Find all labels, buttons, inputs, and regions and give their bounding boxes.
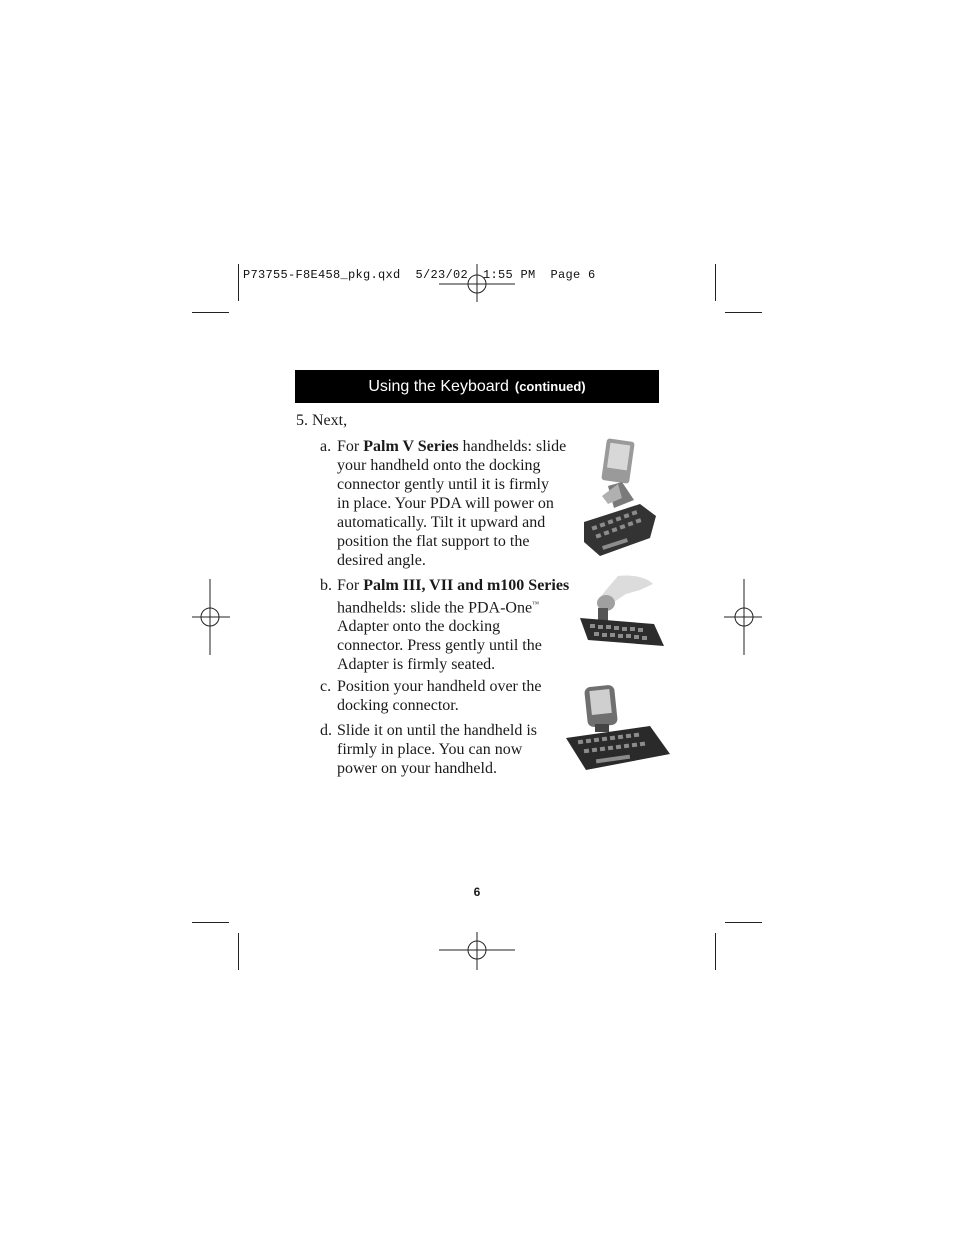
item-text-segment: desired angle. xyxy=(337,552,426,569)
item-text-segment: Adapter onto the docking xyxy=(337,618,501,636)
item-line xyxy=(337,759,537,778)
section-header xyxy=(295,370,659,403)
item-line xyxy=(337,636,569,655)
item-line xyxy=(337,437,566,456)
item-line xyxy=(337,494,566,513)
item-text-segment: Position your handheld over the xyxy=(337,678,542,695)
crop-mark-icon xyxy=(192,312,229,313)
item-line xyxy=(337,475,566,494)
item-text-segment: power on your handheld. xyxy=(337,760,497,777)
item-text xyxy=(337,576,569,674)
crop-mark-icon xyxy=(238,264,239,301)
step-intro: 5. Next, xyxy=(296,412,348,429)
item-line xyxy=(337,551,566,570)
item-line xyxy=(337,740,537,759)
item-text-segment: automatically. Tilt it upward and xyxy=(337,514,546,531)
item-line xyxy=(337,677,541,696)
item-text-segment: position the flat support to the xyxy=(337,533,530,550)
item-line xyxy=(337,696,541,715)
item-label: b. xyxy=(320,577,332,594)
crop-mark-icon xyxy=(238,933,239,970)
item-text-segment: For xyxy=(337,577,364,594)
handheld-on-keyboard-photo xyxy=(564,680,672,780)
item-text-segment: your handheld onto the docking xyxy=(337,457,541,474)
item-line xyxy=(337,456,566,475)
registration-mark-icon xyxy=(439,264,515,302)
item-text-segment: docking connector. xyxy=(337,697,459,714)
item-text-segment: connector. Press gently until the xyxy=(337,637,542,655)
item-text-segment: connector gently until it is firmly xyxy=(337,476,549,493)
item-line xyxy=(337,595,569,617)
item-line xyxy=(337,655,569,674)
page-number: 6 xyxy=(473,885,481,899)
item-text-segment: handhelds: slide xyxy=(458,438,567,455)
item-text xyxy=(337,437,566,570)
item-label: d. xyxy=(320,722,332,739)
crop-mark-icon xyxy=(192,922,229,923)
item-text-segment: ™ xyxy=(532,600,539,608)
registration-mark-icon xyxy=(724,579,762,655)
item-text-segment: Palm III, VII and m100 Series xyxy=(363,577,570,594)
item-line xyxy=(337,617,569,636)
item-label: a. xyxy=(320,438,332,455)
crop-mark-icon xyxy=(725,312,762,313)
item-text-segment: For xyxy=(337,438,364,455)
crop-mark-icon xyxy=(715,933,716,970)
section-title: Using the Keyboard xyxy=(368,377,509,395)
registration-mark-icon xyxy=(192,579,230,655)
item-line xyxy=(337,513,566,532)
hand-adapter-keyboard-photo xyxy=(578,572,666,654)
item-text xyxy=(337,721,537,778)
item-text-segment: handhelds: slide the PDA-One xyxy=(337,599,533,617)
registration-mark-icon xyxy=(439,932,515,970)
item-line xyxy=(337,576,569,595)
item-text-segment: Slide it on until the handheld is xyxy=(337,722,537,739)
item-text-segment: in place. Your PDA will power on xyxy=(337,495,554,512)
crop-mark-icon xyxy=(715,264,716,301)
crop-mark-icon xyxy=(725,922,762,923)
item-text-segment: Palm V Series xyxy=(363,438,459,455)
item-line xyxy=(337,532,566,551)
file-slug: P73755-F8E458_pkg.qxd 5/23/02 1:55 PM Page 6 xyxy=(243,268,596,282)
item-text-segment: Adapter is firmly seated. xyxy=(337,656,496,674)
item-text-segment: firmly in place. You can now xyxy=(337,741,523,758)
section-continued: (continued) xyxy=(514,379,586,394)
item-line xyxy=(337,721,537,740)
item-text xyxy=(337,677,541,715)
palm-v-keyboard-photo xyxy=(578,438,660,570)
item-label: c. xyxy=(320,678,332,695)
